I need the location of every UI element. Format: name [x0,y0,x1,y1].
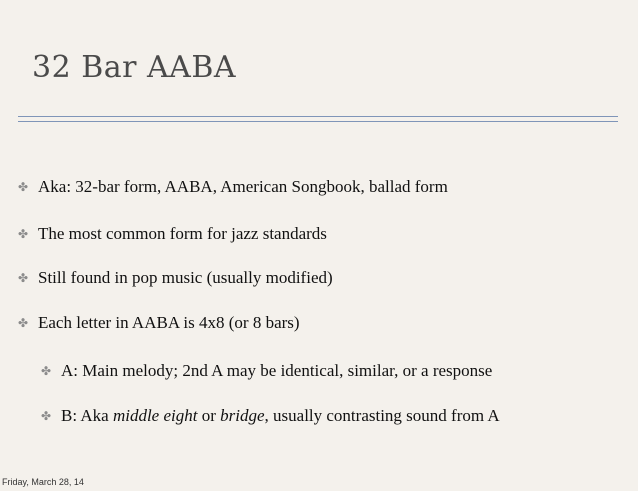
bullet-marker-icon: ✤ [18,316,29,330]
bullet-marker-icon: ✤ [18,227,29,241]
bullet-item [18,268,333,288]
sub-bullet-text-suffix: , usually contrasting sound from A [264,406,500,425]
bullet-marker-icon: ✤ [18,271,29,285]
bullet-text: Each letter in AABA is 4x8 (or 8 bars) [38,313,300,332]
bullet-item [18,177,448,197]
bullet-marker-icon: ✤ [18,180,29,194]
sub-bullet-item [41,361,492,381]
term-middle-eight: middle eight [112,406,198,425]
bullet-item [18,313,300,333]
bullet-text: Still found in pop music (usually modified) [38,268,333,287]
bullet-marker-icon: ✤ [41,364,52,378]
bullet-text: Aka: 32-bar form, AABA, American Songbook, ballad form [38,177,448,196]
bullet-marker-icon: ✤ [41,409,52,423]
footer-date: Friday, March 28, 14 [2,477,84,487]
sub-bullet-text-mid: or [197,406,221,425]
slide-title: 32 Bar AABA [32,50,237,85]
sub-bullet-item [41,406,500,426]
bullet-item [18,224,327,244]
sub-bullet-text-prefix: B: Aka [61,406,113,425]
bullet-text: The most common form for jazz standards [38,224,327,243]
term-bridge: bridge [220,406,265,425]
sub-bullet-text: A: Main melody; 2nd A may be identical, similar, or a response [61,361,493,380]
